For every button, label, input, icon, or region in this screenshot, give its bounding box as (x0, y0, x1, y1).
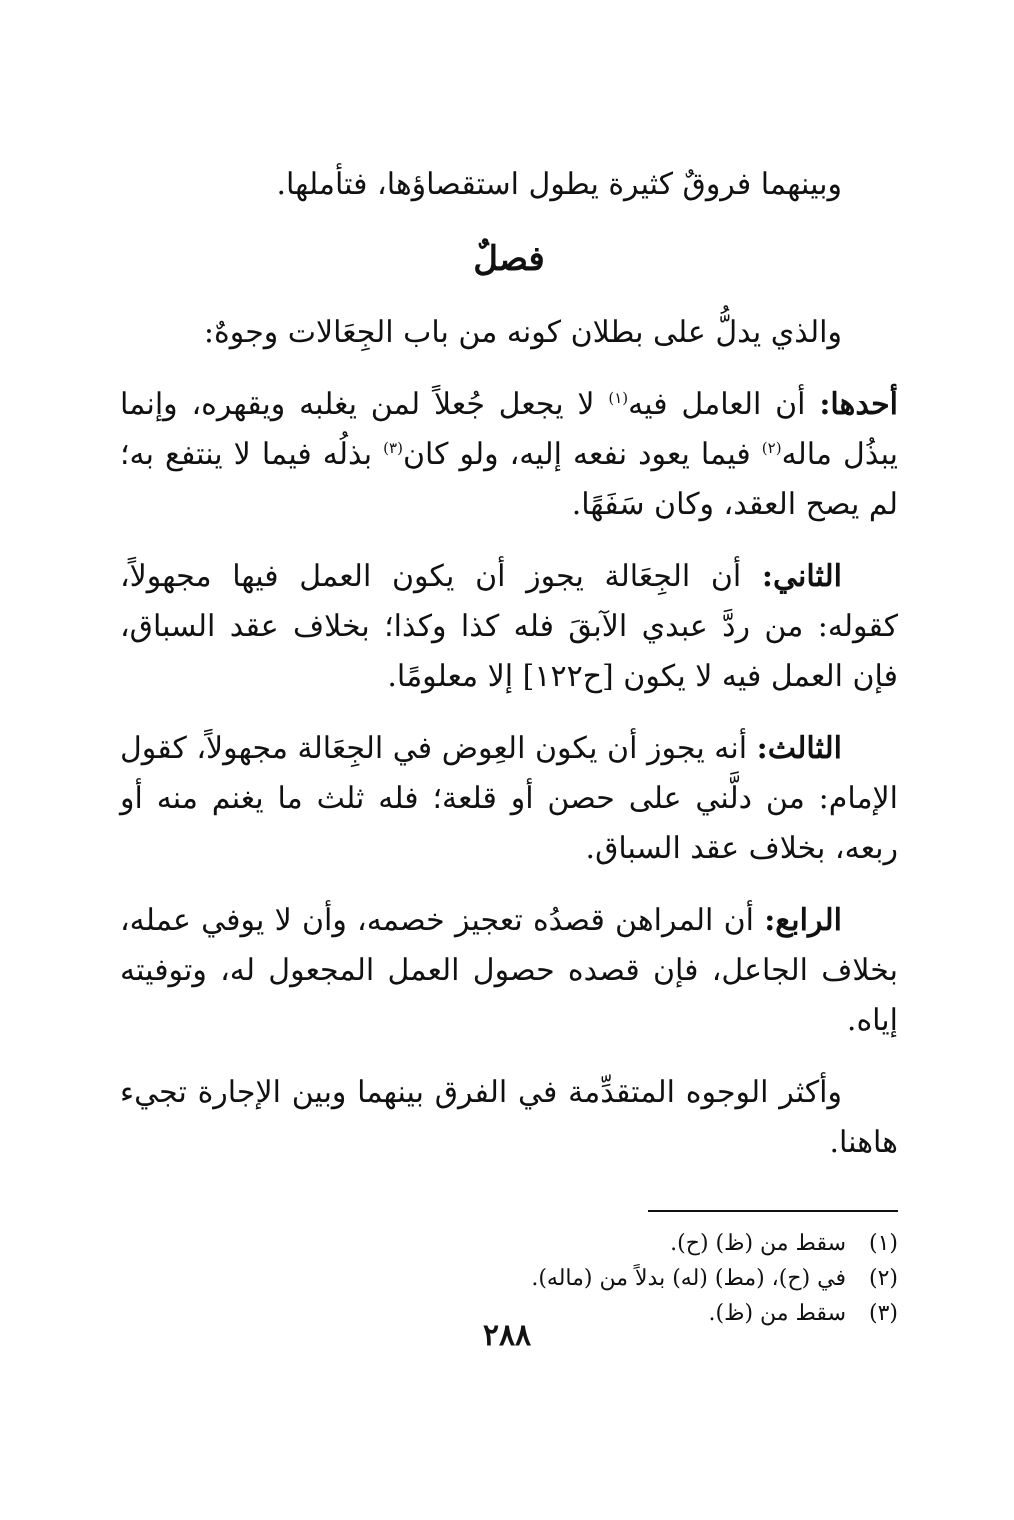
paragraph-fourth-text: أن المراهن قصدُه تعجيز خصمه، وأن لا يوفي عمله، بخلاف الجاعل، فإن قصده حصول العمل المجعول له، وتوفيته إياه. (120, 903, 898, 1038)
footnote-number: (٢) (868, 1266, 898, 1291)
paragraph-first (120, 380, 898, 530)
footnotes (120, 1226, 898, 1331)
paragraph-fourth-lead: الرابع: (764, 903, 842, 938)
footnote-ref-2: (٢) (761, 439, 782, 457)
footnote-number: (١) (868, 1231, 898, 1256)
paragraph-first-lead: أحدها: (819, 387, 898, 422)
page-body (120, 160, 898, 1331)
closing-paragraph: وأكثر الوجوه المتقدِّمة في الفرق بينهما وبين الإجارة تجيء هاهنا. (120, 1075, 898, 1160)
footnote-2 (120, 1261, 898, 1296)
paragraph-second-text: أن الجِعَالة يجوز أن يكون العمل فيها مجهولاً، كقوله: من ردَّ عبدي الآبقَ فله كذا وكذا؛ بخلاف عقد السباق، فإن العمل فيه لا يكون [ح١٢٢] إلا معلومًا. (120, 559, 898, 694)
footnote-text: سقط من (ظ) (ح). (670, 1231, 846, 1256)
footnote-divider (648, 1210, 898, 1212)
statement-paragraph: والذي يدلُّ على بطلان كونه من باب الجِعَالات وجوهٌ: (203, 315, 842, 350)
footnote-1 (120, 1226, 898, 1261)
footnote-text: سقط من (ظ). (708, 1301, 846, 1326)
paragraph-third-text: أنه يجوز أن يكون العِوض في الجِعَالة مجهولاً، كقول الإمام: من دلَّني على حصن أو قلعة؛ فله ثلث ما يغنم منه أو ربعه، بخلاف عقد السباق. (120, 731, 898, 866)
paragraph-second (120, 552, 898, 702)
footnote-ref-3: (٣) (383, 439, 403, 457)
paragraph-fourth (120, 896, 898, 1046)
paragraph-first-text-4: بذلُه فيما لا ينتفع به؛ لم يصح العقد، وكان سَفَهًا. (120, 437, 898, 522)
paragraph-first-text-2: لا يجعل جُعلاً لمن يغلبه ويقهره، وإنما يبذُل ماله (120, 387, 898, 472)
page-number: ٢٨٨ (482, 1318, 532, 1353)
intro-paragraph: وبينهما فروقٌ كثيرة يطول استقصاؤها، فتأملها. (276, 167, 842, 202)
paragraph-first-text-3: فيما يعود نفعه إليه، ولو كان (402, 437, 762, 472)
paragraph-third (120, 724, 898, 874)
paragraph-third-lead: الثالث: (756, 731, 842, 766)
footnote-text: في (ح)، (مط) (له) بدلاً من (ماله). (531, 1266, 846, 1291)
footnote-number: (٣) (868, 1301, 898, 1326)
section-heading: فصلٌ (473, 239, 545, 279)
footnote-ref-1: (١) (608, 389, 629, 407)
paragraph-first-text-1: أن العامل فيه (628, 387, 820, 422)
paragraph-second-lead: الثاني: (761, 559, 842, 594)
